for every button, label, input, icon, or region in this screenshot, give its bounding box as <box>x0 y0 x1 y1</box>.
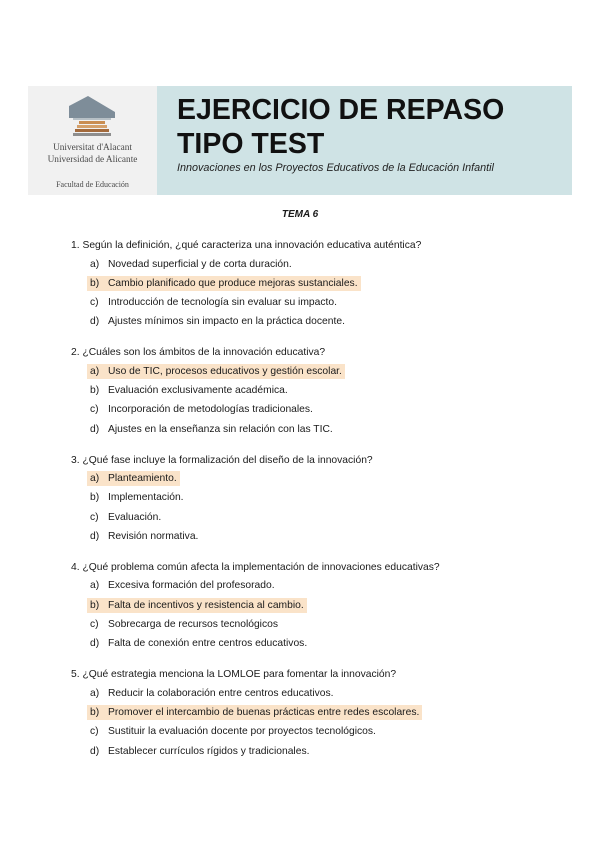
answer-option-correct <box>71 472 571 491</box>
option-letter: d) <box>90 745 100 757</box>
answer-options <box>71 472 571 549</box>
option-letter: a) <box>90 365 100 377</box>
option-text: Sustituir la evaluación docente por proyectos tecnológicos. <box>108 726 376 738</box>
answer-option-correct <box>71 706 571 725</box>
page-title: EJERCICIO DE REPASO TIPO TEST <box>177 94 505 160</box>
option-letter: d) <box>90 423 100 435</box>
university-emblem-icon <box>69 96 115 136</box>
option-letter: c) <box>90 511 99 523</box>
logo-text-valencian: Universitat d'Alacant <box>53 143 132 153</box>
option-letter: c) <box>90 297 99 309</box>
question-list <box>71 239 571 775</box>
option-text: Introducción de tecnología sin evaluar su impacto. <box>108 297 337 309</box>
answer-option-correct <box>71 365 571 384</box>
question-item <box>71 561 571 657</box>
answer-options <box>71 258 571 335</box>
question-text: 5. ¿Qué estrategia menciona la LOMLOE para fomentar la innovación? <box>71 669 397 681</box>
option-text: Excesiva formación del profesorado. <box>108 580 275 592</box>
question-item <box>71 239 571 335</box>
document-header <box>28 86 572 195</box>
answer-options <box>71 579 571 656</box>
option-letter: b) <box>90 706 100 718</box>
question-text: 3. ¿Qué fase incluye la formalización del diseño de la innovación? <box>71 454 373 466</box>
answer-option <box>71 687 571 706</box>
option-text: Falta de incentivos y resistencia al cambio. <box>108 599 304 611</box>
answer-option <box>71 530 571 549</box>
option-letter: b) <box>90 385 100 397</box>
answer-option-correct <box>71 599 571 618</box>
option-text: Novedad superficial y de corta duración. <box>108 258 292 270</box>
option-letter: b) <box>90 492 100 504</box>
logo-faculty: Facultad de Educación <box>56 180 129 189</box>
logo-text-spanish: Universidad de Alicante <box>47 155 138 165</box>
answer-option <box>71 423 571 442</box>
answer-option <box>71 491 571 510</box>
question-text: 4. ¿Qué problema común afecta la implementación de innovaciones educativas? <box>71 561 440 573</box>
answer-option <box>71 403 571 422</box>
answer-option <box>71 258 571 277</box>
answer-option <box>71 511 571 530</box>
option-text: Ajustes mínimos sin impacto en la práctica docente. <box>108 316 345 328</box>
answer-option <box>71 725 571 744</box>
question-item <box>71 668 571 764</box>
option-letter: a) <box>90 258 100 270</box>
option-text: Planteamiento. <box>108 473 177 485</box>
answer-option <box>71 315 571 334</box>
option-text: Evaluación exclusivamente académica. <box>108 385 288 397</box>
option-text: Promover el intercambio de buenas prácticas entre redes escolares. <box>108 706 420 718</box>
answer-option <box>71 637 571 656</box>
answer-option <box>71 296 571 315</box>
option-text: Ajustes en la enseñanza sin relación con las TIC. <box>108 423 333 435</box>
option-text: Implementación. <box>108 492 184 504</box>
question-item <box>71 454 571 550</box>
option-letter: c) <box>90 618 99 630</box>
option-letter: b) <box>90 599 100 611</box>
option-letter: c) <box>90 726 99 738</box>
option-text: Falta de conexión entre centros educativos. <box>108 638 308 650</box>
option-text: Sobrecarga de recursos tecnológicos <box>108 618 278 630</box>
question-item <box>71 346 571 442</box>
option-letter: b) <box>90 277 100 289</box>
option-letter: d) <box>90 638 100 650</box>
answer-option <box>71 579 571 598</box>
page-subtitle: Innovaciones en los Proyectos Educativos de la Educación Infantil <box>177 162 494 174</box>
question-text: 1. Según la definición, ¿qué caracteriza una innovación educativa auténtica? <box>71 240 422 251</box>
answer-options <box>71 365 571 442</box>
option-letter: c) <box>90 404 99 416</box>
option-text: Establecer currículos rígidos y tradicionales. <box>108 745 310 757</box>
option-letter: d) <box>90 530 100 542</box>
university-logo <box>28 86 157 195</box>
question-text: 2. ¿Cuáles son los ámbitos de la innovación educativa? <box>71 347 326 359</box>
option-text: Incorporación de metodologías tradicionales. <box>108 404 313 416</box>
option-text: Uso de TIC, procesos educativos y gestión escolar. <box>108 365 342 377</box>
option-text: Reducir la colaboración entre centros educativos. <box>108 687 334 699</box>
answer-option <box>71 618 571 637</box>
answer-options <box>71 687 571 764</box>
option-text: Cambio planificado que produce mejoras sustanciales. <box>108 277 358 289</box>
section-heading: TEMA 6 <box>281 209 319 220</box>
option-letter: a) <box>90 687 100 699</box>
answer-option <box>71 384 571 403</box>
option-letter: a) <box>90 580 100 592</box>
answer-option-correct <box>71 277 571 296</box>
answer-option <box>71 745 571 764</box>
option-letter: d) <box>90 316 100 328</box>
title-panel <box>157 86 572 195</box>
option-text: Evaluación. <box>108 511 162 523</box>
option-letter: a) <box>90 473 100 485</box>
option-text: Revisión normativa. <box>108 530 199 542</box>
